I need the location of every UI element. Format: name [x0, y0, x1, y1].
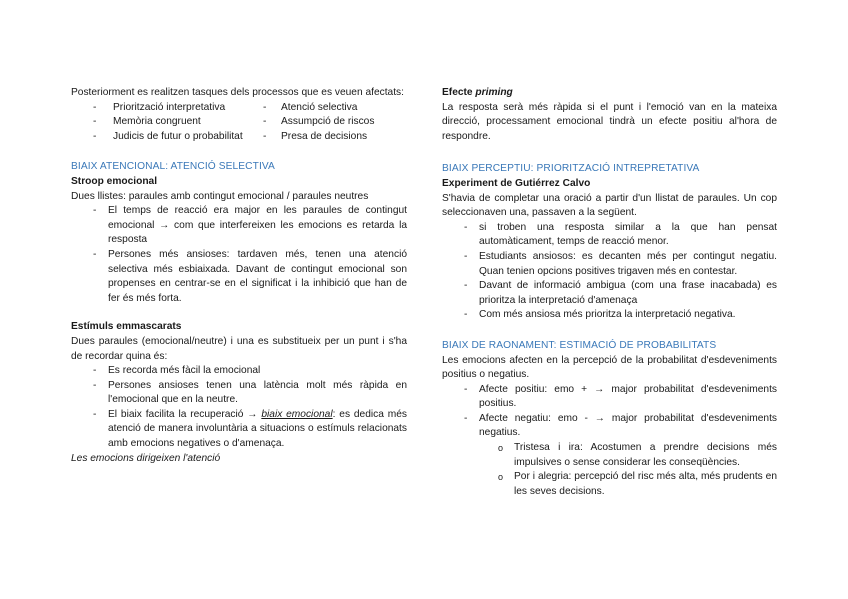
list-item: - Persones ansioses tenen una latència molt més ràpida en l'emocional que en la neutre. [71, 379, 407, 408]
masked-bullets [71, 364, 407, 452]
stroop-intro: Dues llistes: paraules amb contingut emocional / paraules neutres [71, 190, 369, 202]
list-item: - Afecte positiu: emo + → major probabilitat d'esdeveniments positius. [442, 383, 777, 412]
reasoning-subbullets [442, 441, 777, 499]
priming-title-prefix: Efecte [442, 87, 476, 98]
list-item: o Por i alegria: percepció del risc més alta, més prudents en les seves decisions. [442, 470, 777, 499]
list-item: - Presa de decisions [261, 130, 407, 145]
list-item: - Atenció selectiva [261, 101, 407, 116]
list-item: - Estudiants ansiosos: es decanten més per contingut negatiu. Quan tenien opcions positives trigaven més en contestar. [442, 250, 777, 279]
intro-paragraph: Posteriorment es realitzen tasques dels processos que es veuen afectats: [71, 87, 404, 98]
list-item: o Tristesa i ira: Acostumen a prendre decisions més impulsives o sense considerar les conseqüències. [442, 441, 777, 470]
conclusion: Les emocions dirigeixen l'atenció [71, 452, 221, 464]
section-heading-attentional: BIAIX ATENCIONAL: ATENCIÓ SELECTIVA [71, 161, 275, 173]
subheading-stroop: Stroop emocional [71, 175, 158, 187]
right-column [442, 86, 777, 499]
spacer [71, 306, 407, 320]
process-list-col1 [71, 101, 261, 145]
list-item: - si troben una resposta similar a la que han pensat automàticament, temps de reacció menor. [442, 221, 777, 250]
experiment-intro: S'havia de completar una oració a partir d'un llistat de paraules. Un cop seleccionaven una, passaven a la següent. [442, 192, 777, 219]
list-item: - Es recorda més fàcil la emocional [71, 364, 407, 379]
list-item: - Com més ansiosa més prioritza la interpretació negativa. [442, 308, 777, 323]
subheading-experiment: Experiment de Gutiérrez Calvo [442, 177, 591, 189]
reasoning-bullets [442, 383, 777, 441]
list-item: - Persones més ansioses: tardaven més, tenen una atenció selectiva més esbiaixada. Davant de contingut emocional son propenses en centrar-se en el significat i la inhibició que han de fer és més forta. [71, 248, 407, 306]
bullet-text: El biaix facilita la recuperació → [108, 408, 262, 420]
section-heading-perceptual: BIAIX PERCEPTIU: PRIORITZACIÓ INTREPRETATIVA [442, 163, 700, 175]
process-list-col2 [261, 101, 407, 145]
emotional-bias-term: biaix emocional [261, 408, 333, 420]
section-heading-reasoning: BIAIX DE RAONAMENT: ESTIMACIÓ DE PROBABILITATS [442, 339, 717, 351]
priming-title-term: priming [475, 87, 513, 98]
priming-title [442, 86, 777, 101]
stroop-bullets [71, 204, 407, 306]
masked-intro: Dues paraules (emocional/neutre) i una es substitueix per un punt i s'ha de recordar quina és: [71, 335, 407, 362]
list-item [71, 408, 407, 452]
bullet-text: : es dedica més atenció de manera involuntària a situacions o estímuls relacionats amb emocions negatives o d'amenaça. [108, 408, 408, 450]
reasoning-intro: Les emocions afecten en la percepció de la probabilitat d'esdeveniments positius o negatius. [442, 354, 777, 381]
priming-text: La resposta serà més ràpida si el punt i l'emoció van en la mateixa direcció, processament emocional tindrà un efecte positiu al'hora de respondre. [442, 101, 777, 142]
experiment-bullets [442, 221, 777, 323]
left-column [71, 86, 407, 466]
subheading-masked-stimuli: Estímuls emmascarats [71, 321, 182, 333]
list-item: - Assumpció de riscos [261, 115, 407, 130]
process-list [71, 101, 407, 145]
list-item: - Judicis de futur o probabilitat [71, 130, 261, 145]
list-item: - El temps de reacció era major en les paraules de contingut emocional → com que interfereixen les emocions es retarda la resposta [71, 204, 407, 248]
list-item: - Afecte negatiu: emo - → major probabilitat d'esdeveniments negatius. [442, 412, 777, 441]
list-item: - Memòria congruent [71, 115, 261, 130]
list-item: - Davant de informació ambigua (com una frase inacabada) es prioritza la interpretació d'amenaça [442, 279, 777, 308]
list-item: - Priorització interpretativa [71, 101, 261, 116]
